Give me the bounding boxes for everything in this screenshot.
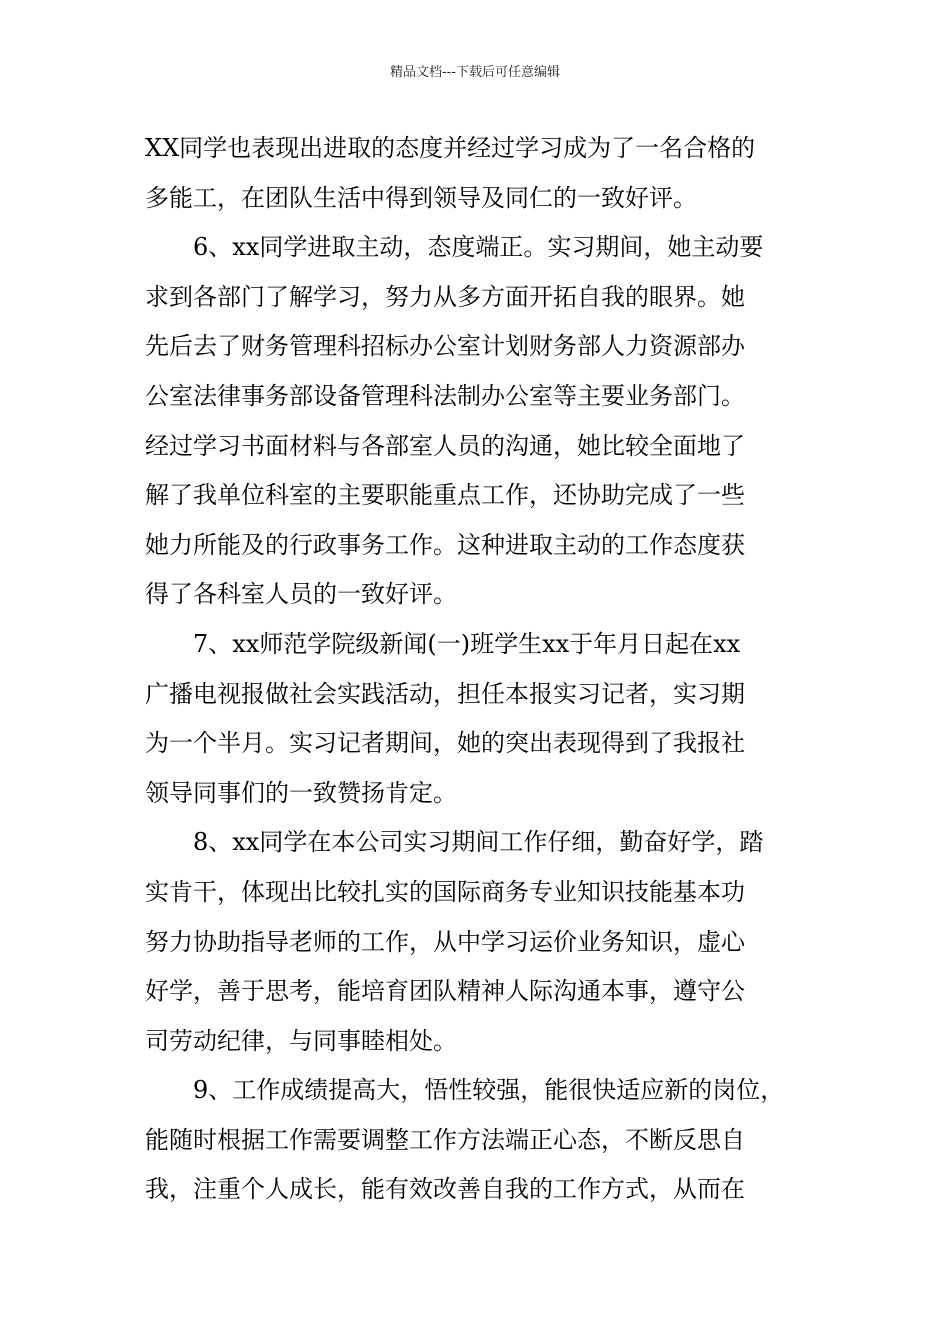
body-line: 为一个半月。实习记者期间，她的突出表现得到了我报社 — [145, 729, 745, 758]
document-body — [145, 124, 815, 1215]
body-line: 实肯干，体现出比较扎实的国际商务专业知识技能基本功 — [145, 877, 745, 906]
body-line: 先后去了财务管理科招标办公室计划财务部人力资源部办 — [145, 332, 745, 361]
body-line: 努力协助指导老师的工作，从中学习运价业务知识，虚心 — [145, 927, 745, 956]
body-line: 求到各部门了解学习，努力从多方面开拓自我的眼界。她 — [145, 282, 745, 311]
body-line: XX同学也表现出进取的态度并经过学习成为了一名合格的 — [145, 134, 756, 162]
body-line: 广播电视报做社会实践活动，担任本报实习记者，实习期 — [145, 679, 745, 708]
body-line: 司劳动纪律，与同事睦相处。 — [145, 1026, 457, 1055]
body-line: 能随时根据工作需要调整工作方法端正心态，不断反思自 — [145, 1125, 745, 1154]
paragraph-9-first-line: 9、工作成绩提高大，悟性较强，能很快适应新的岗位， — [193, 1076, 785, 1105]
paragraph-7-first-line: 7、xx师范学院级新闻(一)班学生xx于年月日起在xx — [193, 629, 741, 658]
body-line: 她力所能及的行政事务工作。这种进取主动的工作态度获 — [145, 530, 745, 559]
body-line: 多能工，在团队生活中得到领导及同仁的一致好评。 — [145, 183, 697, 212]
paragraph-6-first-line: 6、xx同学进取主动，态度端正。实习期间，她主动要 — [193, 233, 764, 262]
body-line: 好学，善于思考，能培育团队精神人际沟通本事，遵守公 — [145, 977, 745, 1006]
paragraph-8-first-line: 8、xx同学在本公司实习期间工作仔细，勤奋好学，踏 — [193, 828, 764, 857]
body-line: 我，注重个人成长，能有效改善自我的工作方式，从而在 — [145, 1175, 745, 1204]
body-line: 得了各科室人员的一致好评。 — [145, 580, 457, 609]
body-line: 领导同事们的一致赞扬肯定。 — [145, 778, 457, 807]
body-line: 经过学习书面材料与各部室人员的沟通，她比较全面地了 — [145, 431, 745, 460]
body-line: 公室法律事务部设备管理科法制办公室等主要业务部门。 — [145, 381, 745, 410]
page-header: 精品文档---下载后可任意编辑 — [389, 65, 561, 80]
body-line: 解了我单位科室的主要职能重点工作，还协助完成了一些 — [145, 481, 745, 510]
